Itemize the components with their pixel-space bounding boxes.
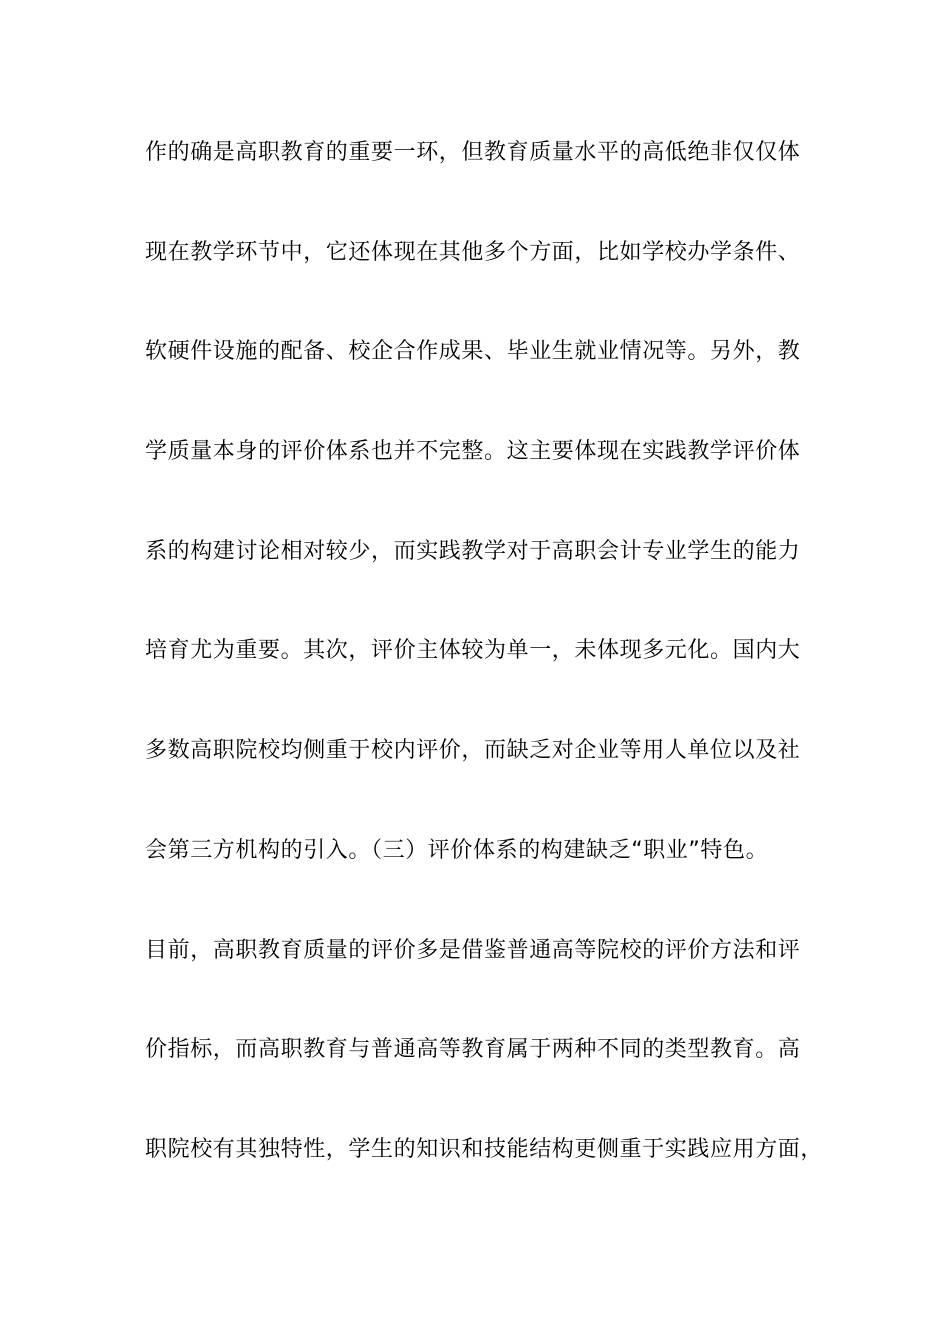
text-line: 多数高职院校均侧重于校内评价，而缺乏对企业等用人单位以及社	[145, 738, 801, 764]
text-line: 系的构建讨论相对较少，而实践教学对于高职会计专业学生的能力	[145, 538, 801, 564]
text-line: 作的确是高职教育的重要一环，但教育质量水平的高低绝非仅仅体	[145, 140, 801, 165]
text-line: 现在教学环节中，它还体现在其他多个方面，比如学校办学条件、	[145, 239, 801, 265]
text-line: 目前，高职教育质量的评价多是借鉴普通高等院校的评价方法和评	[145, 937, 801, 963]
text-line: 软硬件设施的配备、校企合作成果、毕业生就业情况等。另外，教	[145, 339, 801, 365]
body-text	[145, 131, 824, 1228]
text-line: 价指标，而高职教育与普通高等教育属于两种不同的类型教育。高	[145, 1037, 801, 1063]
text-line: 培育尤为重要。其次，评价主体较为单一，未体现多元化。国内大	[145, 638, 801, 664]
text-line: 职院校有其独特性，学生的知识和技能结构更侧重于实践应用方面，	[145, 1136, 824, 1162]
text-line: 学质量本身的评价体系也并不完整。这主要体现在实践教学评价体	[145, 439, 801, 465]
text-line: 会第三方机构的引入。（三）评价体系的构建缺乏“职业”特色。	[145, 837, 769, 863]
